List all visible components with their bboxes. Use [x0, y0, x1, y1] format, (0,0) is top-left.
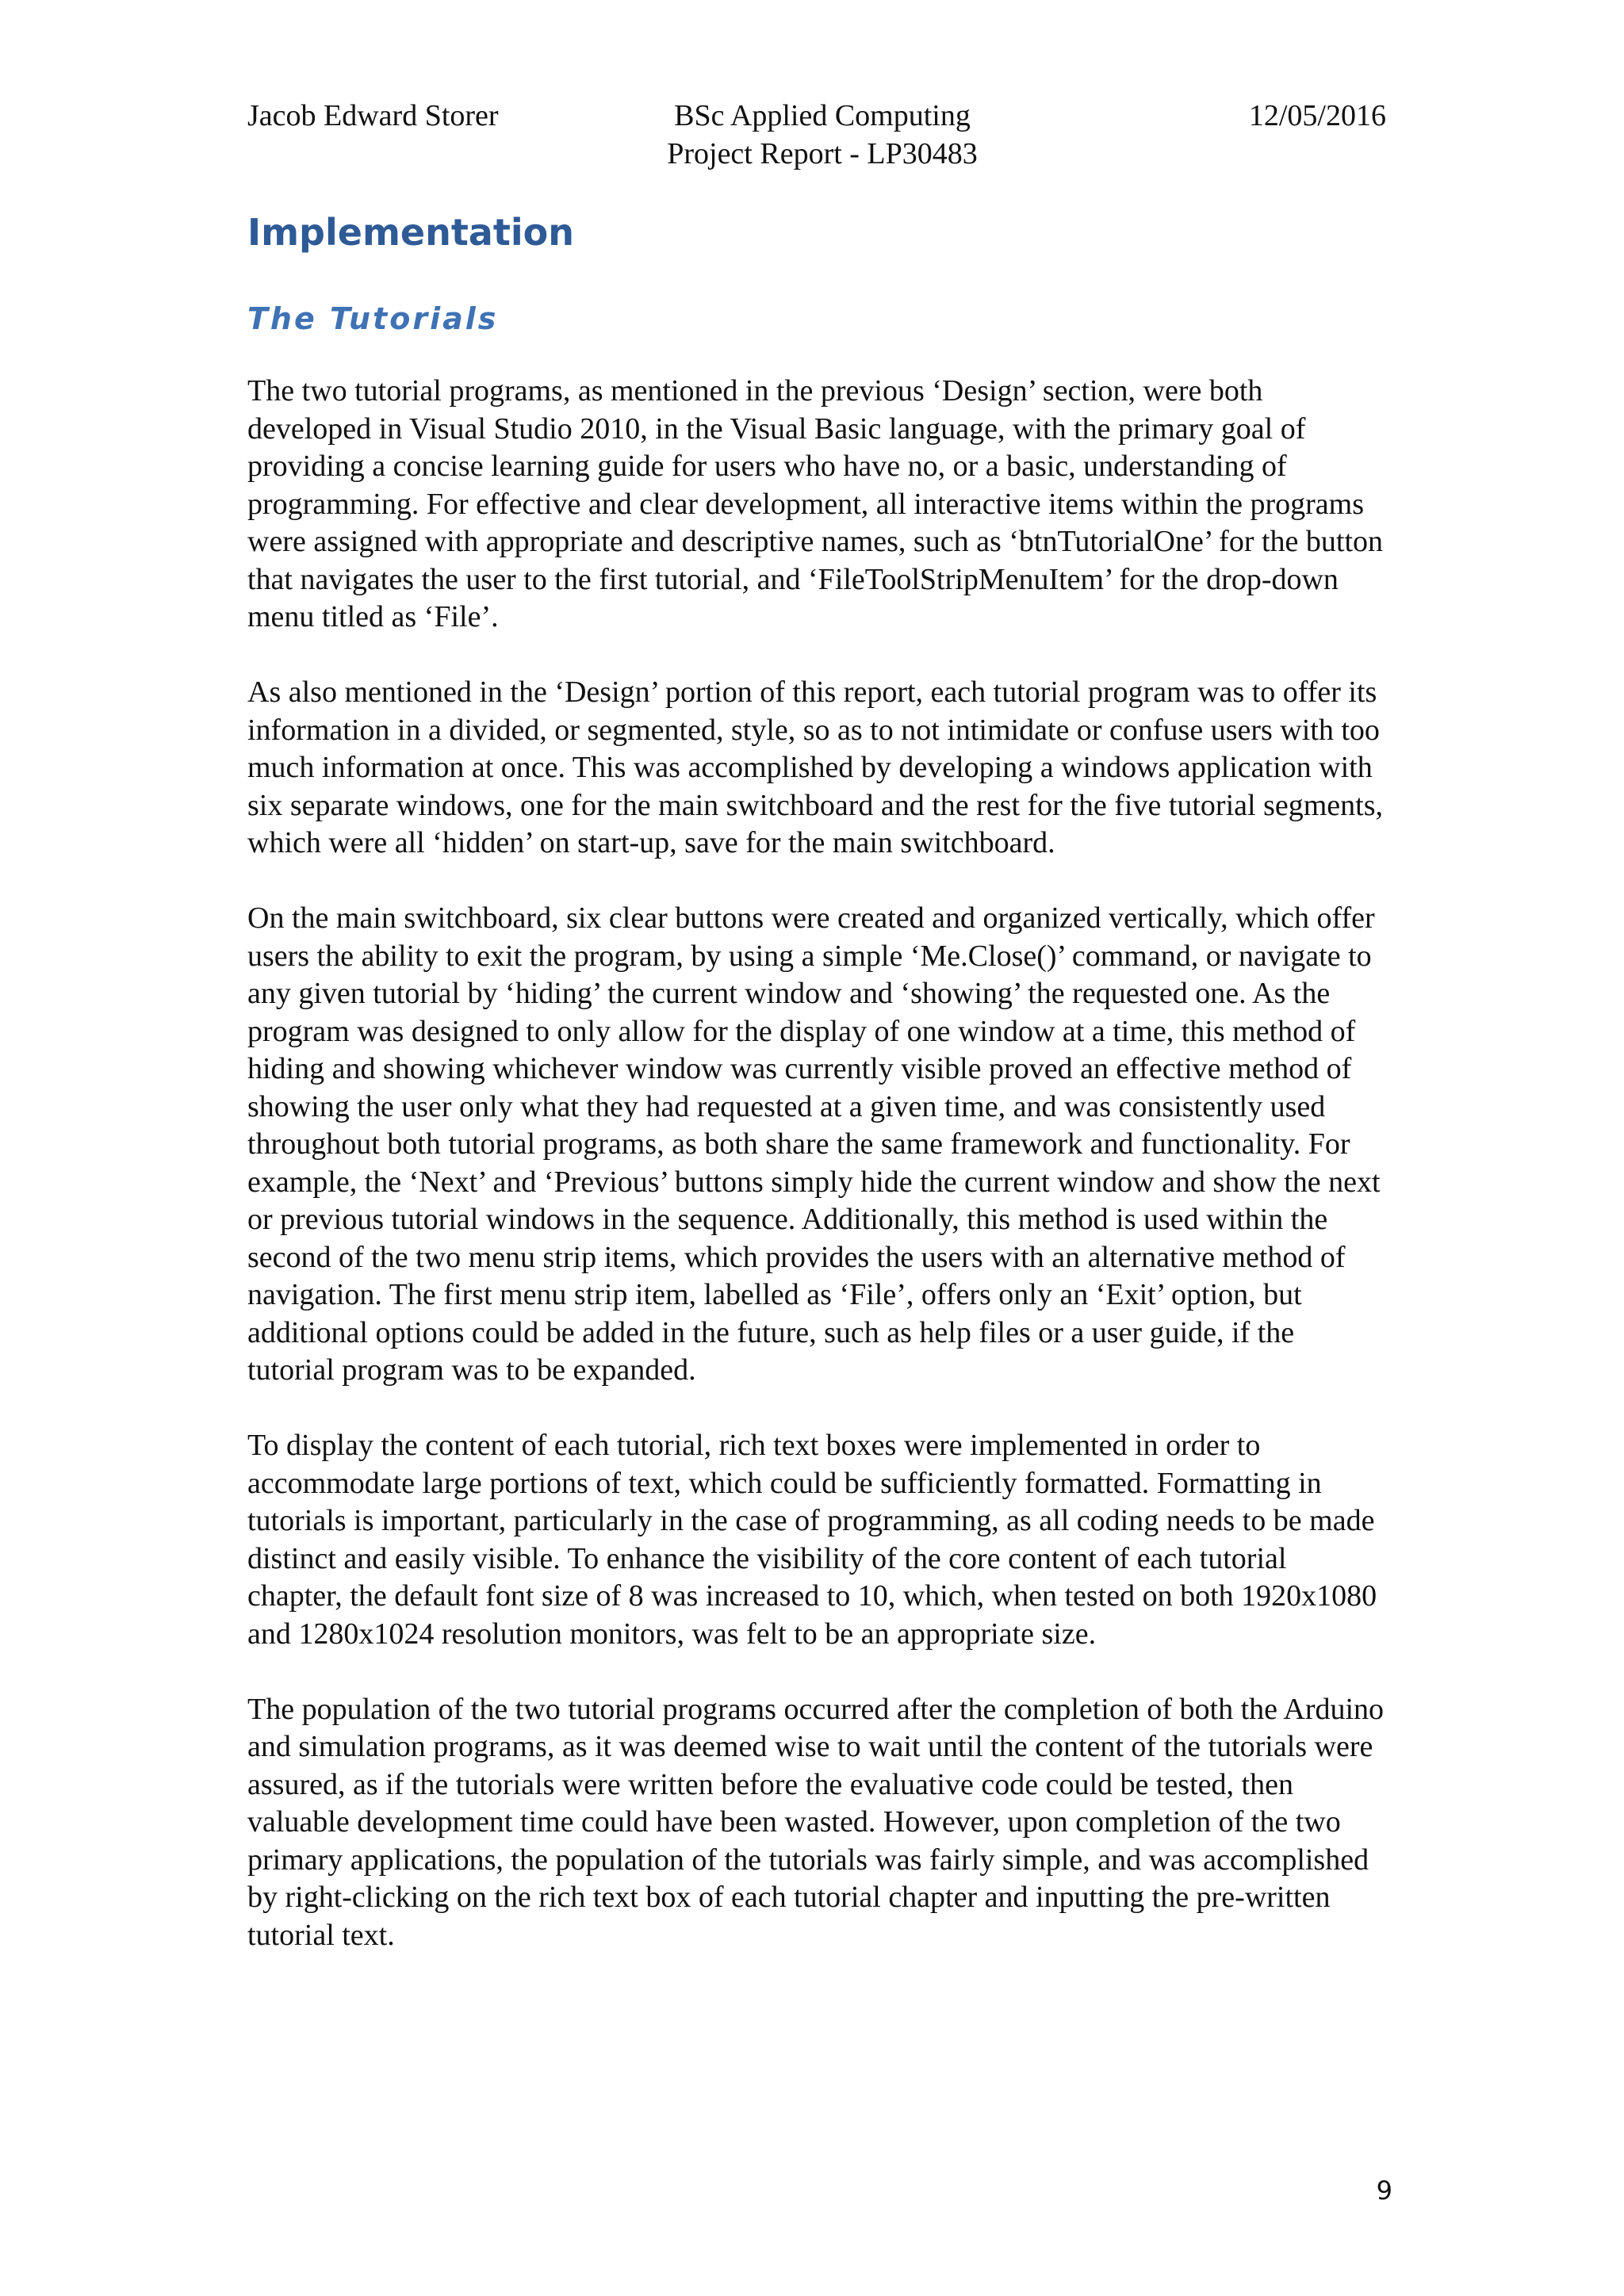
page-header: [247, 97, 1386, 176]
section-title: Implementation: [247, 211, 574, 254]
paragraph: The two tutorial programs, as mentioned in the previous ‘Design’ section, were both developed in Visual Studio 2010, in the Visual Basic language, with the primary goal of providing a concise learning guide for users who have no, or a basic, understanding of programming. For effective and clear development, all interactive items within the programs were assigned with appropriate and descriptive names, such as ‘btnTutorialOne’ for the button that navigates the user to the first tutorial, and ‘FileToolStripMenuItem’ for the drop-down menu titled as ‘File’.: [247, 374, 1384, 633]
paragraph: To display the content of each tutorial, rich text boxes were implemented in order to accommodate large portions of text, which could be sufficiently formatted. Formatting in tutorials is important, particularly in the case of programming, as all coding needs to be made distinct and easily visible. To enhance the visibility of the core content of each tutorial chapter, the default font size of 8 was increased to 10, which, when tested on both 1920x1080 and 1280x1024 resolution monitors, was felt to be an appropriate size.: [247, 1429, 1377, 1651]
section-subtitle: The Tutorials: [247, 301, 499, 336]
paragraph: On the main switchboard, six clear buttons were created and organized vertically, which offer users the ability to exit the program, by using a simple ‘Me.Close()’ command, or navigate to any given tutorial by ‘hiding’ the current window and ‘showing’ the requested one. As the program was designed to only allow for the display of one window at a time, this method of hiding and showing whichever window was currently visible proved an effective method of showing the user only what they had requested at a given time, and was consistently used throughout both tutorial programs, as both share the same framework and functionality. For example, the ‘Next’ and ‘Previous’ buttons simply hide the current window and show the next or previous tutorial windows in the sequence. Additionally, this method is used within the second of the two menu strip items, which provides the users with an alternative method of navigation. The first menu strip item, labelled as ‘File’, offers only an ‘Exit’ option, but additional options could be added in the future, such as help files or a user guide, if the tutorial program was to be expanded.: [247, 901, 1381, 1387]
header-date: 12/05/2016: [1248, 99, 1386, 132]
header-report: Project Report - LP30483: [667, 137, 978, 170]
body-text: [247, 373, 1386, 1992]
header-center: [648, 97, 997, 173]
header-program: BSc Applied Computing: [674, 99, 971, 132]
header-author: Jacob Edward Storer: [247, 99, 499, 132]
page-number: 9: [1376, 2175, 1392, 2206]
paragraph: As also mentioned in the ‘Design’ portion of this report, each tutorial program was to offer its information in a divided, or segmented, style, so as to not intimidate or confuse users with too much information at once. This was accomplished by developing a windows application with six separate windows, one for the main switchboard and the rest for the five tutorial segments, which were all ‘hidden’ on start-up, save for the main switchboard.: [247, 675, 1383, 859]
paragraph: The population of the two tutorial programs occurred after the completion of both the Arduino and simulation programs, as it was deemed wise to wait until the content of the tutorials were assured, as if the tutorials were written before the evaluative code could be tested, then valuable development time could have been wasted. However, upon completion of the two primary applications, the population of the tutorials was fairly simple, and was accomplished by right-clicking on the rich text box of each tutorial chapter and inputting the pre-written tutorial text.: [247, 1692, 1385, 1952]
